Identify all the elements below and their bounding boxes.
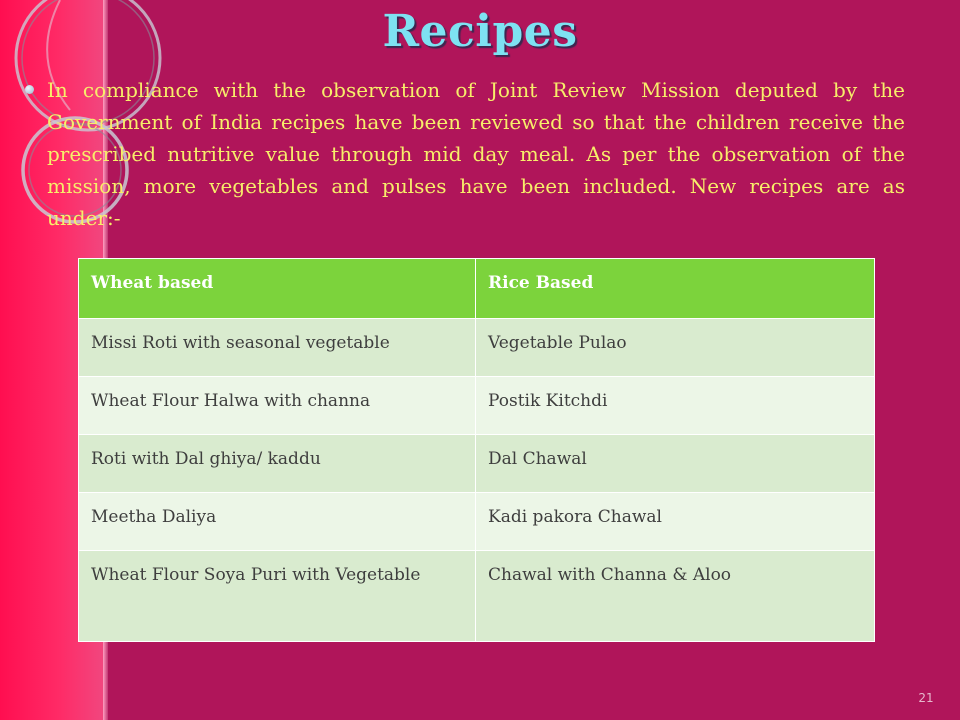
- table-row: [79, 377, 875, 435]
- wheat-recipe-cell: Meetha Daliya: [79, 493, 476, 551]
- wheat-recipe-cell: Wheat Flour Soya Puri with Vegetable: [79, 551, 476, 642]
- wheat-recipe-cell: Roti with Dal ghiya/ kaddu: [79, 435, 476, 493]
- table-row: [79, 493, 875, 551]
- table-row: [79, 435, 875, 493]
- intro-paragraph: In compliance with the observation of Joint Review Mission deputed by the Government of India recipes have been reviewed so that the children receive the prescribed nutritive value through mid day meal. As per the observation of the mission, more vegetables and pulses have been included. New recipes are as under:-: [47, 78, 905, 230]
- recipes-table: [78, 258, 875, 642]
- header-wheat-based: Wheat based: [79, 259, 476, 319]
- table-row: [79, 551, 875, 642]
- table-row: [79, 319, 875, 377]
- table-header-row: [79, 259, 875, 319]
- bullet-icon: [25, 85, 34, 94]
- rice-recipe-cell: Chawal with Channa & Aloo: [476, 551, 875, 642]
- wheat-recipe-cell: Missi Roti with seasonal vegetable: [79, 319, 476, 377]
- wheat-recipe-cell: Wheat Flour Halwa with channa: [79, 377, 476, 435]
- slide-title: Recipes: [382, 6, 578, 57]
- rice-recipe-cell: Dal Chawal: [476, 435, 875, 493]
- header-rice-based: Rice Based: [476, 259, 875, 319]
- rice-recipe-cell: Postik Kitchdi: [476, 377, 875, 435]
- rice-recipe-cell: Vegetable Pulao: [476, 319, 875, 377]
- page-number: 21: [918, 691, 934, 705]
- rice-recipe-cell: Kadi pakora Chawal: [476, 493, 875, 551]
